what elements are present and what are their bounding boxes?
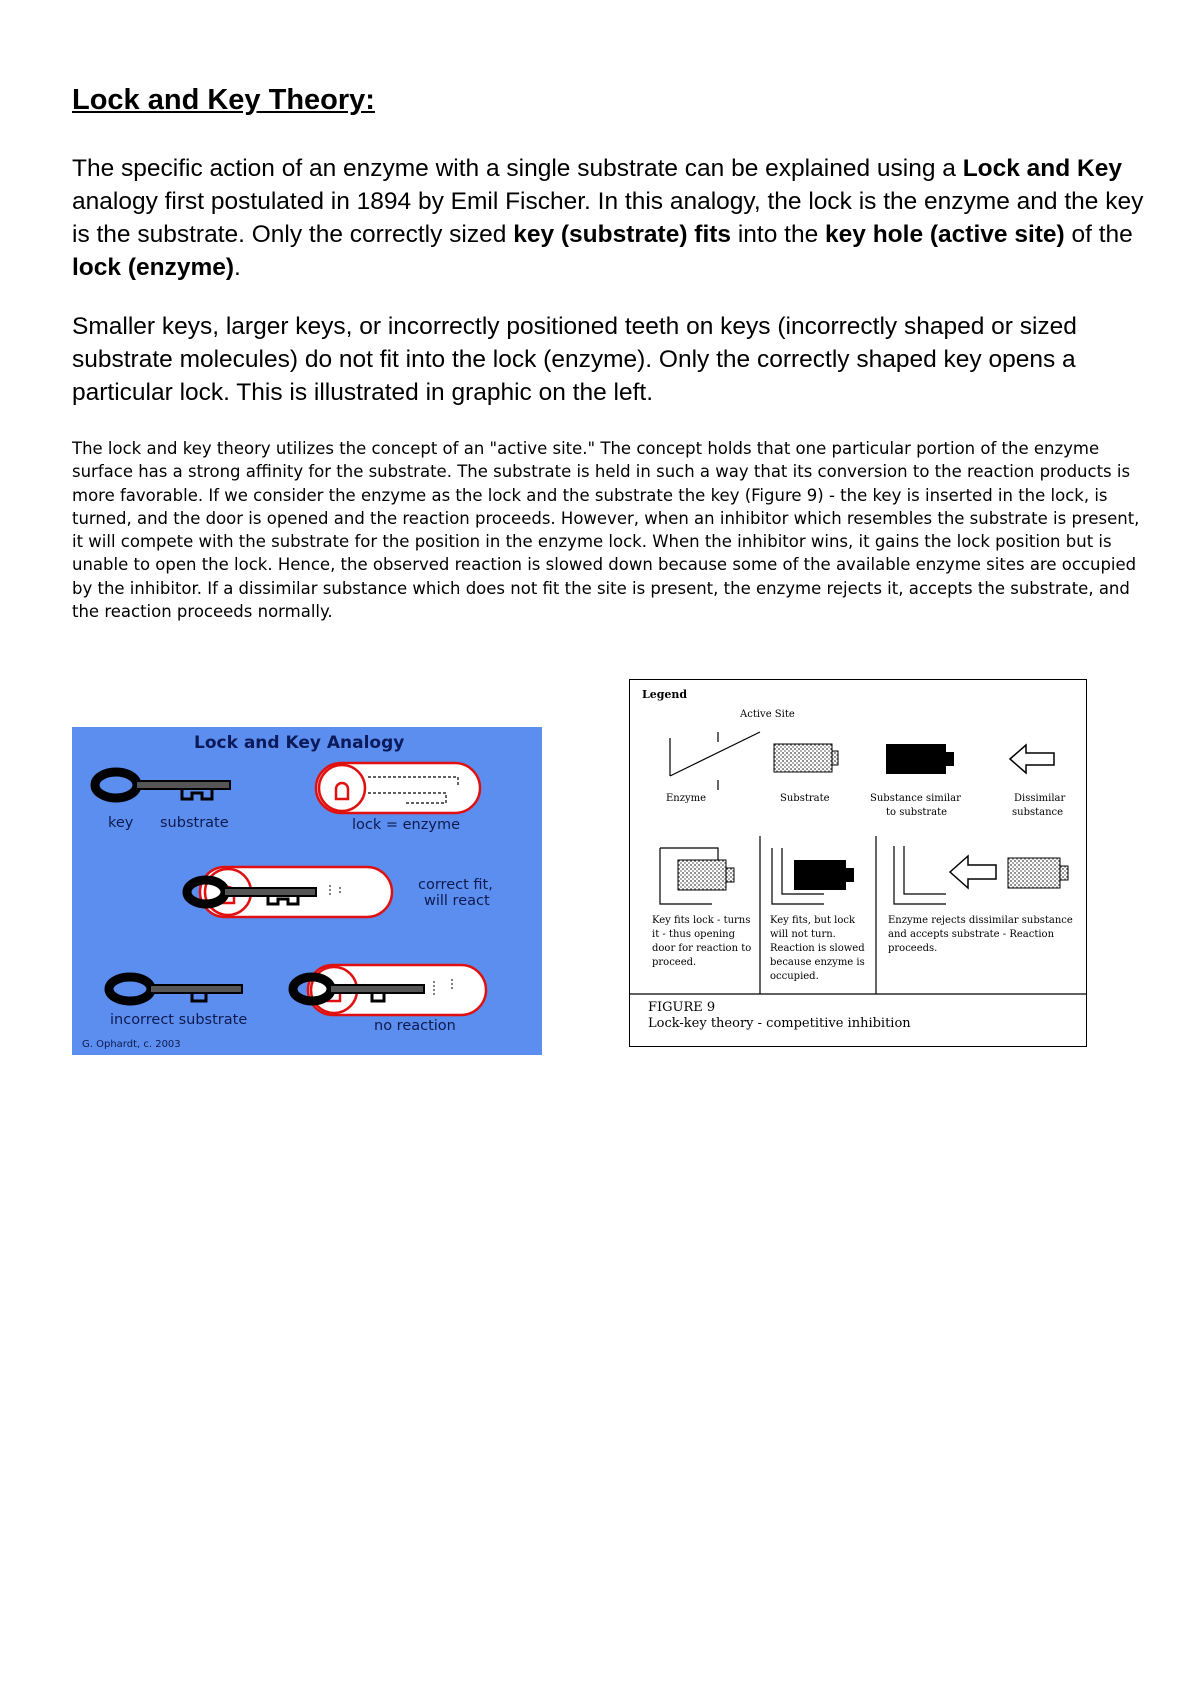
active-site-label: Active Site: [740, 709, 795, 720]
page-title: Lock and Key Theory:: [72, 84, 375, 116]
intro-paragraph-2: Smaller keys, larger keys, or incorrectly positioned teeth on keys (incorrectly shaped or sized substrate molecules) do not fit into the lock (enzyme). Only the correctly shaped key opens a particular lock. This is illustrated in graphic on the left.: [72, 313, 1077, 406]
substrate-legend-label: Substrate: [780, 793, 830, 804]
panel-key-fits-icon: [660, 848, 734, 904]
panel-1-description: Key fits lock - turns it - thus opening door for reaction to proceed.: [652, 915, 752, 968]
figure-9-graphic: [630, 680, 1086, 1046]
correct-fit-icon: [187, 867, 392, 917]
intro-text: into the: [731, 221, 826, 248]
similar-label-1: Substance similar: [870, 793, 961, 804]
lock-icon: [316, 763, 480, 813]
similar-substance-icon: [886, 744, 946, 774]
panel-rejects-icon: [894, 846, 1068, 904]
substrate-icon: [774, 744, 832, 772]
panel-inhibitor-icon: [772, 848, 854, 904]
key-icon: [95, 772, 230, 799]
incorrect-substrate-label: incorrect substrate: [110, 1012, 248, 1028]
body-paragraph: The lock and key theory utilizes the concept of an "active site." The concept holds that one particular portion of the enzyme surface has a strong affinity for the substrate. The substrate is held in such a way that its conversion to the reaction products is more favorable. If we consider the enzyme as the lock and the substrate the key (Figure 9) - the key is inserted in the lock, is turned, and the door is opened and the reaction proceeds. However, when an inhibitor which resembles the substrate is present, it will compete with the substrate for the position in the enzyme lock. When the inhibitor wins, it gains the lock position but is unable to open the lock. Hence, the observed reaction is slowed down because some of the available enzyme sites are occupied by the inhibitor. If a dissimilar substance which does not fit the site is present, the enzyme rejects it, accepts the substrate, and the reaction proceeds normally.: [72, 439, 1140, 622]
will-react-label: will react: [424, 893, 490, 909]
figure-legend-title: Legend: [642, 688, 688, 701]
lock-key-illustration: [72, 727, 542, 1055]
intro-bold-lock: lock (enzyme): [72, 254, 235, 281]
intro-bold-lock-and-key: Lock and Key: [962, 155, 1122, 182]
illustration-credit: G. Ophardt, c. 2003: [82, 1039, 181, 1050]
panel-3-description: Enzyme rejects dissimilar substance and accepts substrate - Reaction proceeds.: [888, 915, 1073, 954]
intro-text: .: [234, 254, 241, 281]
panel-2-description: Key fits, but lock will not turn. Reaction is slowed because enzyme is occupied.: [770, 915, 865, 982]
figure-9: [629, 679, 1087, 1047]
dissimilar-label-2: substance: [1012, 807, 1064, 818]
incorrect-key-icon: [109, 977, 242, 1001]
lock-label: lock = enzyme: [352, 817, 460, 833]
no-reaction-label: no reaction: [374, 1018, 456, 1034]
key-label: key: [108, 815, 134, 831]
figure-caption-text: Lock-key theory - competitive inhibition: [648, 1016, 911, 1031]
intro-bold-key-hole: key hole (active site): [825, 221, 1065, 248]
enzyme-label: Enzyme: [666, 793, 707, 804]
similar-label-2: to substrate: [886, 807, 948, 818]
substrate-label: substrate: [160, 815, 229, 831]
intro-paragraph-1: [72, 152, 1152, 284]
illustration-title: Lock and Key Analogy: [194, 733, 405, 753]
figure-caption-number: FIGURE 9: [648, 1000, 716, 1015]
dissimilar-arrow-icon: [1010, 745, 1054, 773]
enzyme-icon: [670, 732, 760, 790]
intro-text: of the: [1064, 221, 1133, 248]
intro-text: The specific action of an enzyme with a single substrate can be explained using a: [72, 155, 963, 182]
dissimilar-label-1: Dissimilar: [1014, 793, 1066, 804]
intro-bold-key-fits: key (substrate) fits: [513, 221, 732, 248]
correct-fit-label: correct fit,: [418, 877, 493, 893]
intro-text: analogy first postulated in 1894 by Emil Fischer. In this analogy, the lock is the enzyme and the key is the substrate. Only the correctly sized: [72, 188, 1144, 248]
no-reaction-icon: [293, 965, 486, 1015]
